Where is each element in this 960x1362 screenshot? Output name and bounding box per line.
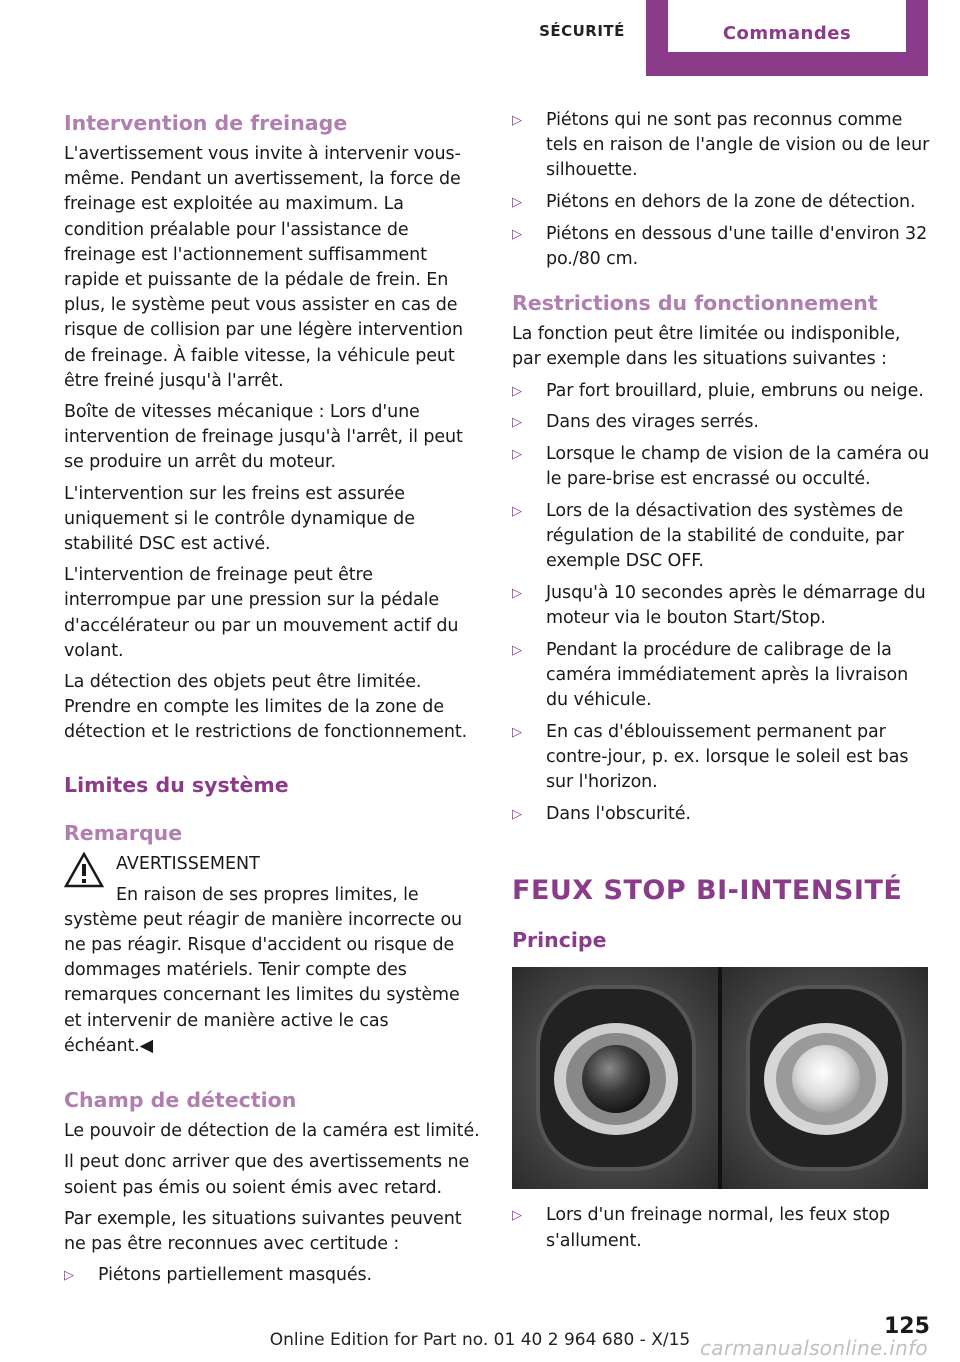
paragraph: L'intervention de freinage peut être interrompue par une pression sur la pédale d'accélérateur ou par un mouvement actif du volant. [64,565,459,661]
heading-feux-stop: FEUX STOP BI-INTENSITÉ [512,875,903,907]
list-item: ▷ Piétons en dessous d'une taille d'environ 32 po./80 cm. [512,223,928,270]
bullet-triangle-icon: ▷ [512,226,522,242]
list-restrictions [512,379,930,828]
list-top [512,108,930,272]
bullet-triangle-icon: ▷ [64,1268,74,1284]
bullet-triangle-icon: ▷ [512,383,522,399]
list-item: ▷ En cas d'éblouissement permanent par contre-jour, p. ex. lorsque le soleil est bas sur l'horizon. [512,722,909,793]
bullet-triangle-icon: ▷ [512,642,522,658]
footer-edition: Online Edition for Part no. 01 40 2 964 680 - X/15 [269,1330,691,1350]
warning-icon [64,852,104,888]
bullet-triangle-icon: ▷ [512,807,522,823]
list-item: ▷ Pendant la procédure de calibrage de la caméra immédiatement après la livraison du véhicule. [512,639,909,711]
paragraph: Par exemple, les situations suivantes peuvent ne pas être reconnues avec certitude : [64,1208,462,1254]
bullet-triangle-icon: ▷ [512,195,522,211]
list-item: ▷ Lors de la désactivation des systèmes de régulation de la stabilité de conduite, par exemple DSC OFF. [512,500,905,572]
left-column [64,108,482,1295]
paragraph: La fonction peut être limitée ou indisponible, par exemple dans les situations suivantes : [512,324,901,370]
bullet-triangle-icon: ▷ [512,113,522,128]
brake-light-photo [512,967,928,1189]
heading-intervention-freinage: Intervention de freinage [64,111,348,135]
paragraph: Boîte de vitesses mécanique : Lors d'une intervention de freinage jusqu'à l'arrêt, il peut se produire un arrêt du moteur. [64,402,463,473]
bullet-triangle-icon: ▷ [512,415,522,431]
list-item: ▷ Lorsque le champ de vision de la caméra ou le pare-brise est encrassé ou occulté. [512,444,930,490]
bullet-triangle-icon: ▷ [512,725,522,741]
paragraph: Le pouvoir de détection de la caméra est limité. [64,1121,480,1142]
heading-remarque: Remarque [64,820,183,845]
list-piétons [64,1263,482,1288]
watermark: carmanualsonline.info [700,1336,928,1360]
warning-box [64,852,482,1059]
tab-securite[interactable]: SÉCURITÉ [539,22,625,40]
list-item: ▷ Dans des virages serrés. [512,410,930,435]
list-item: ▷ Jusqu'à 10 secondes après le démarrage du moteur via le bouton Start/Stop. [512,583,926,629]
warning-title: AVERTISSEMENT [116,853,260,874]
page-number: 125 [884,1314,930,1339]
list-item: ▷ Piétons qui ne sont pas reconnus comme tels en raison de l'angle de vision ou de leur silhouette. [512,110,930,181]
bullet-triangle-icon: ▷ [512,586,522,602]
brake-light-illustration [512,967,928,1189]
heading-principe: Principe [512,928,607,953]
warning-text: En raison de ses propres limites, le système peut réagir de manière incorrecte ou ne pas réagir. Risque d'accident ou risque de dommages matériels. Tenir compte des remarques concernant les limites du système et intervenir de manière active le cas échéant.◀ [64,884,463,1056]
tab-commandes[interactable] [646,0,928,76]
heading-restrictions: Restrictions du fonctionnement [512,291,878,316]
list-item: ▷ Piétons en dehors de la zone de détection. [512,190,930,215]
paragraph: La détection des objets peut être limitée. Prendre en compte les limites de la zone de détection et le restrictions de fonctionnement. [64,672,468,743]
right-column [512,108,930,1260]
paragraph: Il peut donc arriver que des avertissements ne soient pas émis ou soient émis avec retard. [64,1152,470,1198]
bullet-triangle-icon: ▷ [512,503,522,519]
tab-commandes-label: Commandes [668,0,906,52]
paragraph: L'avertissement vous invite à intervenir vous-même. Pendant un avertissement, la force de freinage est exploitée au maximum. La condition préalable pour l'assistance de freinage est l'actionnement suffisamment rapide et puissante de la pédale de frein. En plus, le système peut vous assister en cas de risque de collision par une légère intervention de freinage. À faible vitesse, la véhicule peut être freiné jusqu'à l'arrêt. [64,144,463,391]
heading-limites-systeme: Limites du système [64,772,289,797]
heading-champ-detection: Champ de détection [64,1088,297,1113]
list-item: ▷ Lors d'un freinage normal, les feux stop s'allument. [512,1205,891,1251]
list-bottom [512,1203,930,1253]
list-item: ▷ Dans l'obscurité. [512,802,930,827]
bullet-triangle-icon: ▷ [512,1208,522,1224]
bullet-triangle-icon: ▷ [512,447,522,463]
list-item: ▷ Piétons partiellement masqués. [64,1263,482,1288]
list-item: ▷ Par fort brouillard, pluie, embruns ou neige. [512,379,930,404]
paragraph: L'intervention sur les freins est assurée uniquement si le contrôle dynamique de stabilité DSC est activé. [64,483,415,555]
